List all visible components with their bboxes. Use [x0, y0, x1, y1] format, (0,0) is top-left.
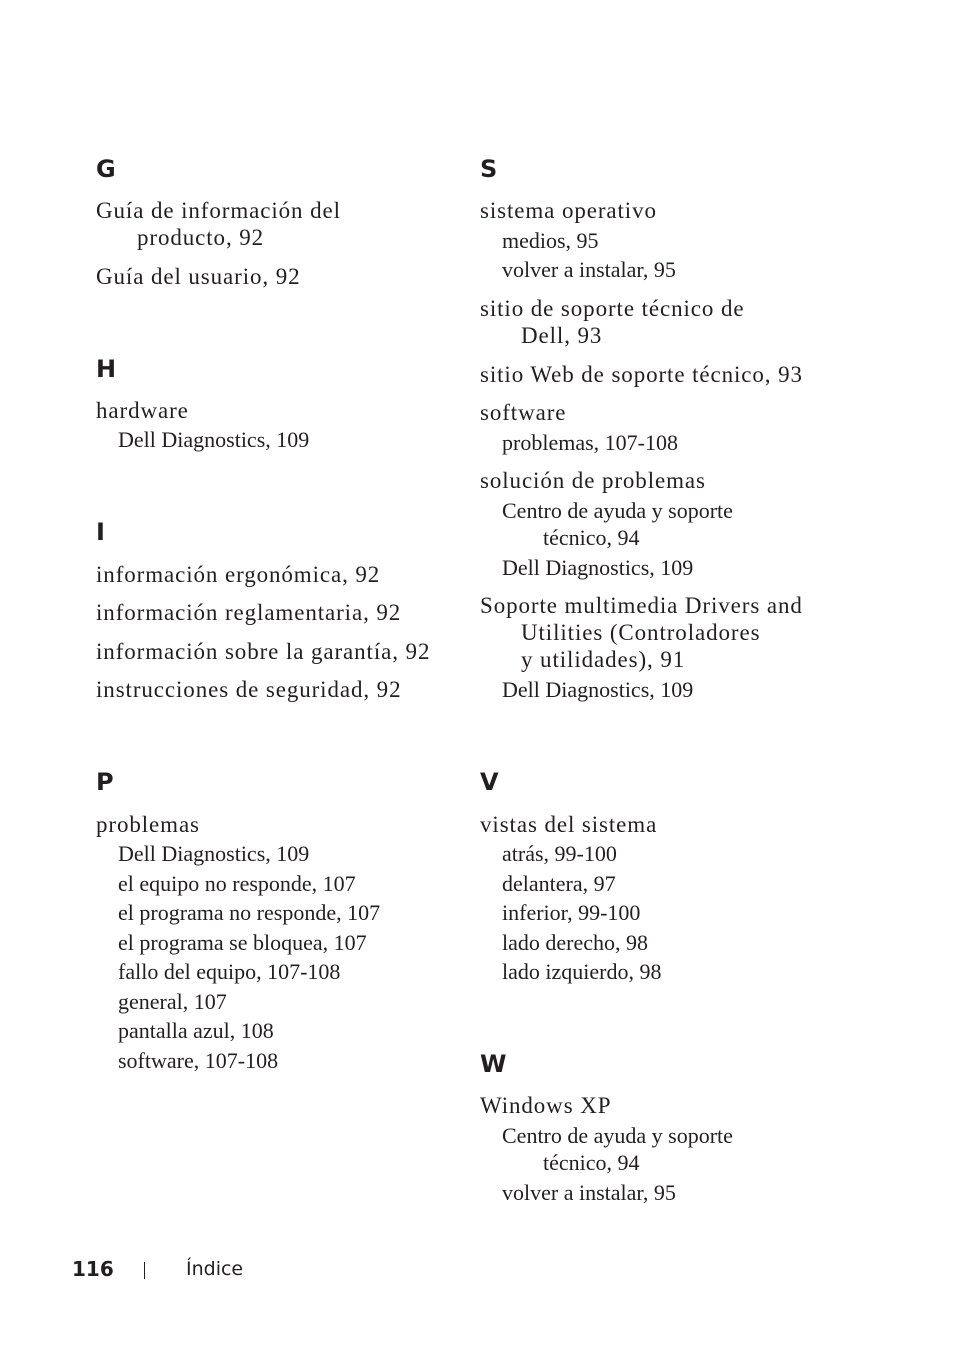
index-subentry-text: técnico, 94 [543, 1150, 640, 1175]
index-subentry: Dell Diagnostics, 109 [502, 555, 694, 580]
index-entry: vistas del sistema [480, 812, 658, 837]
index-subentry: Dell Diagnostics, 109 [118, 841, 310, 866]
index-subentry-text: Centro de ayuda y soporte [502, 1123, 733, 1148]
index-entry: Windows XP [480, 1093, 612, 1118]
index-subentry: general, 107 [118, 989, 227, 1014]
section-title: Índice [186, 1258, 244, 1280]
index-entry: instrucciones de seguridad, 92 [96, 677, 402, 702]
index-entry: solución de problemas [480, 468, 706, 493]
index-subentry-text: técnico, 94 [543, 525, 640, 550]
index-subentry: volver a instalar, 95 [502, 257, 676, 282]
index-subentry: lado derecho, 98 [502, 930, 648, 955]
index-subentry: inferior, 99-100 [502, 900, 641, 925]
index-entry [480, 295, 744, 349]
index-subentry-text: Centro de ayuda y soporte [502, 498, 733, 523]
index-entry-text: Guía de información del [96, 198, 341, 223]
section-letter-h: H [96, 355, 117, 383]
index-entry: Guía del usuario, 92 [96, 264, 301, 289]
index-subentry: volver a instalar, 95 [502, 1180, 676, 1205]
section-letter-s: S [480, 155, 498, 183]
index-entry-text: producto, 92 [137, 225, 265, 250]
index-subentry: delantera, 97 [502, 871, 616, 896]
index-subentry [502, 497, 733, 551]
index-entry: hardware [96, 398, 189, 423]
index-entry: software [480, 400, 567, 425]
index-entry-text: Soporte multimedia Drivers and [480, 593, 803, 618]
index-entry: sitio Web de soporte técnico, 93 [480, 362, 803, 387]
index-subentry: el programa se bloquea, 107 [118, 930, 367, 955]
index-subentry: software, 107-108 [118, 1048, 279, 1073]
index-subentry: Dell Diagnostics, 109 [502, 677, 694, 702]
section-letter-w: W [480, 1050, 507, 1078]
index-subentry: atrás, 99-100 [502, 841, 617, 866]
footer-divider [144, 1262, 145, 1279]
index-entry: información ergonómica, 92 [96, 562, 381, 587]
section-letter-i: I [96, 518, 105, 546]
section-letter-g: G [96, 155, 116, 183]
index-subentry: lado izquierdo, 98 [502, 959, 662, 984]
page-number: 116 [72, 1257, 114, 1281]
index-entry: sistema operativo [480, 198, 657, 223]
index-subentry: fallo del equipo, 107-108 [118, 959, 341, 984]
index-entry-text: Dell, 93 [521, 323, 603, 348]
section-letter-v: V [480, 768, 499, 796]
index-subentry: medios, 95 [502, 228, 599, 253]
index-subentry: el programa no responde, 107 [118, 900, 381, 925]
index-entry [480, 592, 803, 673]
index-entry [96, 197, 341, 251]
index-entry: información reglamentaria, 92 [96, 600, 402, 625]
index-entry: problemas [96, 812, 200, 837]
index-subentry [502, 1122, 733, 1176]
section-letter-p: P [96, 768, 114, 796]
index-subentry: el equipo no responde, 107 [118, 871, 356, 896]
index-subentry: problemas, 107-108 [502, 430, 678, 455]
index-entry-text: y utilidades), 91 [521, 647, 686, 672]
index-entry-text: sitio de soporte técnico de [480, 296, 745, 321]
index-entry-text: Utilities (Controladores [521, 620, 761, 645]
index-subentry: pantalla azul, 108 [118, 1018, 274, 1043]
index-entry: información sobre la garantía, 92 [96, 639, 431, 664]
index-subentry: Dell Diagnostics, 109 [118, 427, 310, 452]
